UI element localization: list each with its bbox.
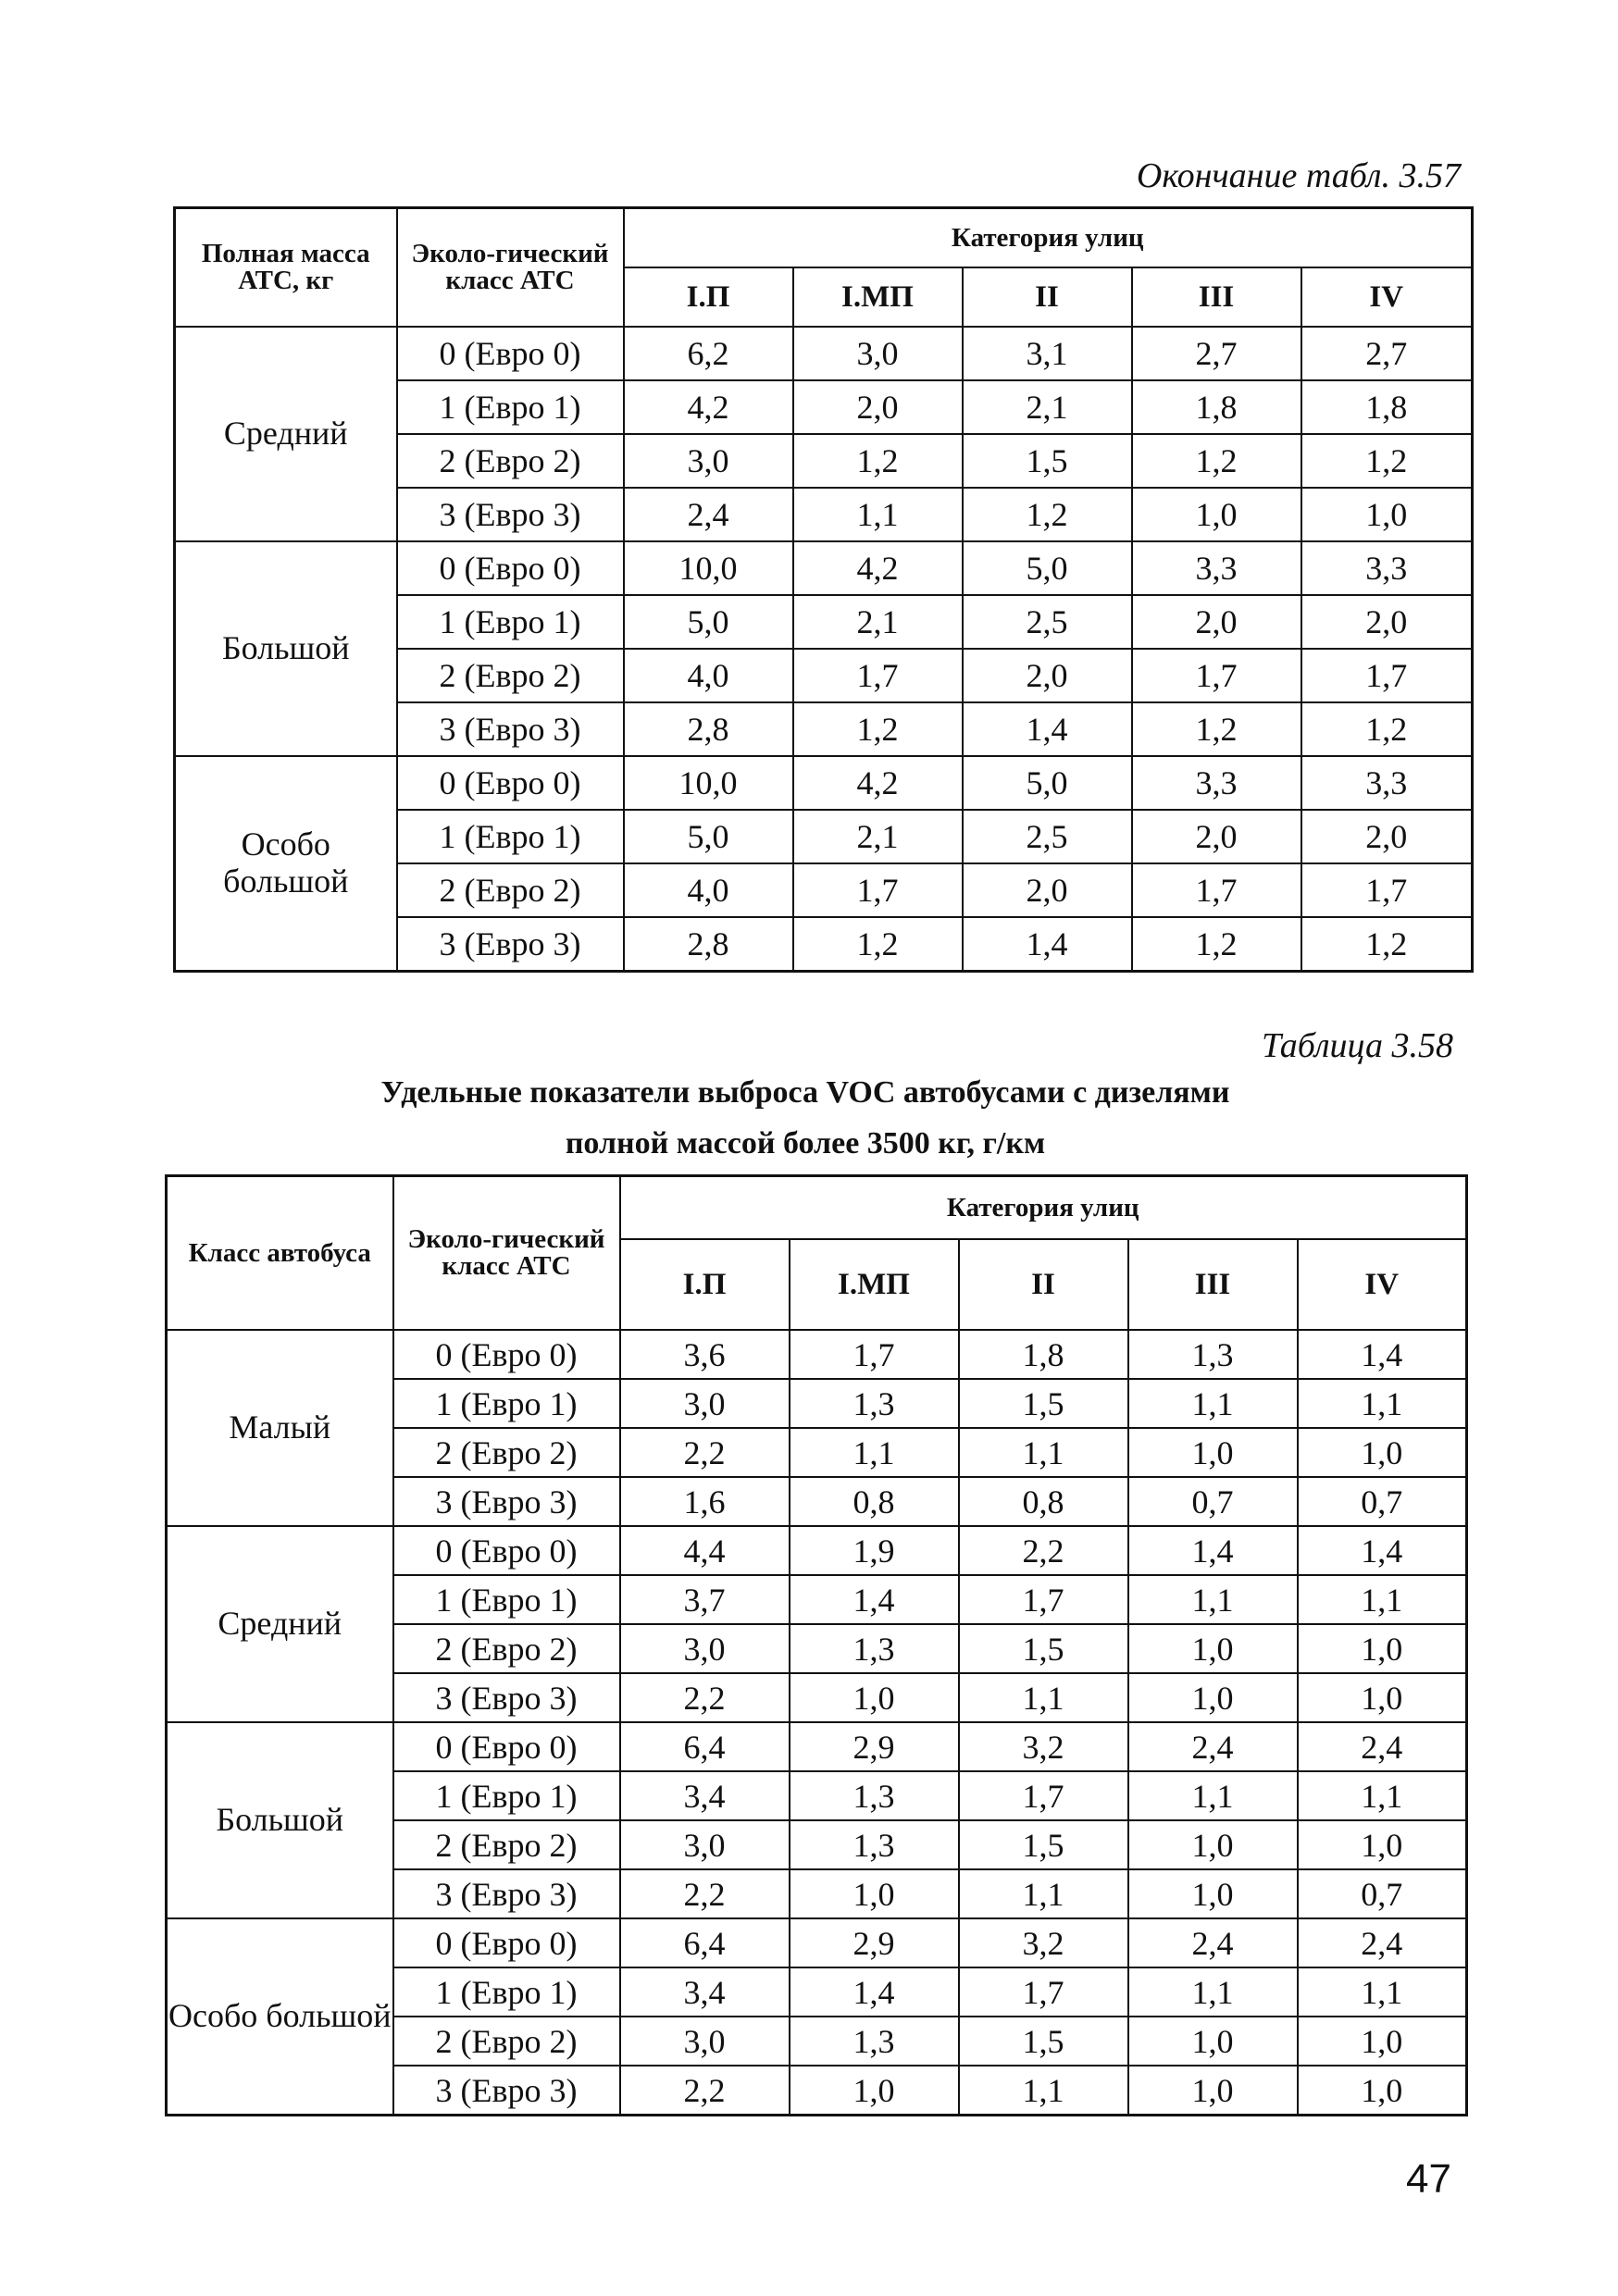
- value-cell: 2,2: [620, 1869, 790, 1918]
- value-cell: 1,0: [1301, 488, 1473, 541]
- value-cell: 2,9: [790, 1918, 959, 1967]
- value-cell: 1,0: [1298, 1428, 1467, 1477]
- table2-title-line2: полной массой более 3500 кг, г/км: [565, 1126, 1046, 1160]
- value-cell: 1,1: [959, 1869, 1128, 1918]
- eco-class-cell: 3 (Евро 3): [397, 702, 624, 756]
- value-cell: 1,2: [1132, 917, 1301, 972]
- eco-class-cell: 1 (Евро 1): [397, 595, 624, 649]
- value-cell: 3,0: [620, 1820, 790, 1869]
- value-cell: 3,2: [959, 1722, 1128, 1771]
- table1-header-eco-class: Эколо-гический класс АТС: [397, 208, 624, 328]
- group-label-cell: Большой: [175, 541, 397, 756]
- value-cell: 10,0: [624, 756, 793, 810]
- value-cell: 1,7: [1301, 863, 1473, 917]
- eco-class-cell: 0 (Евро 0): [397, 327, 624, 380]
- group-label-cell: Средний: [167, 1526, 393, 1722]
- value-cell: 1,7: [793, 649, 963, 702]
- value-cell: 5,0: [963, 756, 1132, 810]
- value-cell: 1,2: [1132, 434, 1301, 488]
- value-cell: 1,4: [790, 1967, 959, 2017]
- value-cell: 1,2: [1132, 702, 1301, 756]
- value-cell: 1,3: [790, 2017, 959, 2066]
- value-cell: 1,2: [1301, 434, 1473, 488]
- table-row: [167, 1722, 1467, 1771]
- value-cell: 1,1: [959, 2066, 1128, 2116]
- table1: [173, 206, 1474, 973]
- value-cell: 1,7: [793, 863, 963, 917]
- table1-caption: Окончание табл. 3.57: [1136, 156, 1461, 195]
- value-cell: 1,3: [790, 1820, 959, 1869]
- value-cell: 1,7: [1132, 649, 1301, 702]
- value-cell: 6,2: [624, 327, 793, 380]
- value-cell: 2,2: [620, 1673, 790, 1722]
- value-cell: 2,0: [1301, 595, 1473, 649]
- value-cell: 1,1: [1128, 1575, 1298, 1624]
- value-cell: 1,0: [1298, 1820, 1467, 1869]
- value-cell: 0,7: [1128, 1477, 1298, 1526]
- table1-header-mass: Полная масса АТС, кг: [175, 208, 397, 328]
- value-cell: 1,1: [1298, 1771, 1467, 1820]
- value-cell: 2,2: [620, 2066, 790, 2116]
- value-cell: 1,5: [959, 2017, 1128, 2066]
- value-cell: 4,2: [624, 380, 793, 434]
- eco-class-cell: 2 (Евро 2): [397, 863, 624, 917]
- value-cell: 4,0: [624, 863, 793, 917]
- table2-col-header: II: [959, 1239, 1128, 1330]
- value-cell: 1,8: [1301, 380, 1473, 434]
- table1-body: [175, 327, 1473, 972]
- value-cell: 2,4: [1298, 1918, 1467, 1967]
- value-cell: 1,5: [959, 1379, 1128, 1428]
- table-row: [167, 1526, 1467, 1575]
- value-cell: 4,2: [793, 756, 963, 810]
- value-cell: 1,2: [793, 917, 963, 972]
- value-cell: 3,3: [1132, 756, 1301, 810]
- value-cell: 4,2: [793, 541, 963, 595]
- value-cell: 1,0: [1132, 488, 1301, 541]
- value-cell: 2,7: [1132, 327, 1301, 380]
- value-cell: 1,1: [790, 1428, 959, 1477]
- value-cell: 1,2: [793, 702, 963, 756]
- table2-header-bus-class: Класс автобуса: [167, 1176, 393, 1331]
- value-cell: 0,7: [1298, 1477, 1467, 1526]
- value-cell: 0,7: [1298, 1869, 1467, 1918]
- table1-col-header: II: [963, 267, 1132, 327]
- value-cell: 1,8: [959, 1330, 1128, 1379]
- table2-col-header: III: [1128, 1239, 1298, 1330]
- value-cell: 1,0: [1128, 1428, 1298, 1477]
- value-cell: 1,0: [1298, 1624, 1467, 1673]
- value-cell: 2,0: [963, 649, 1132, 702]
- value-cell: 1,7: [959, 1771, 1128, 1820]
- value-cell: 6,4: [620, 1918, 790, 1967]
- group-label-cell: Малый: [167, 1330, 393, 1526]
- table1-header-street-category: Категория улиц: [624, 208, 1473, 268]
- eco-class-cell: 1 (Евро 1): [397, 380, 624, 434]
- value-cell: 5,0: [963, 541, 1132, 595]
- value-cell: 2,4: [624, 488, 793, 541]
- value-cell: 1,4: [963, 702, 1132, 756]
- eco-class-cell: 2 (Евро 2): [397, 649, 624, 702]
- value-cell: 1,0: [1128, 2066, 1298, 2116]
- value-cell: 3,2: [959, 1918, 1128, 1967]
- value-cell: 1,2: [1301, 702, 1473, 756]
- table-row: [167, 1330, 1467, 1379]
- value-cell: 3,3: [1132, 541, 1301, 595]
- eco-class-cell: 1 (Евро 1): [393, 1771, 620, 1820]
- value-cell: 1,3: [790, 1379, 959, 1428]
- value-cell: 1,2: [793, 434, 963, 488]
- table-row: [175, 756, 1473, 810]
- value-cell: 1,1: [1298, 1967, 1467, 2017]
- group-label-cell: Особо большой: [167, 1918, 393, 2116]
- value-cell: 1,1: [959, 1428, 1128, 1477]
- eco-class-cell: 2 (Евро 2): [393, 2017, 620, 2066]
- value-cell: 4,4: [620, 1526, 790, 1575]
- value-cell: 2,8: [624, 917, 793, 972]
- eco-class-cell: 3 (Евро 3): [393, 1869, 620, 1918]
- value-cell: 1,5: [959, 1624, 1128, 1673]
- value-cell: 1,1: [1298, 1575, 1467, 1624]
- group-label-cell: Средний: [175, 327, 397, 541]
- value-cell: 1,2: [963, 488, 1132, 541]
- value-cell: 1,4: [963, 917, 1132, 972]
- value-cell: 1,0: [790, 1673, 959, 1722]
- value-cell: 3,0: [624, 434, 793, 488]
- table1-col-header: I.П: [624, 267, 793, 327]
- table2-header-street-category: Категория улиц: [620, 1176, 1467, 1240]
- value-cell: 2,7: [1301, 327, 1473, 380]
- eco-class-cell: 2 (Евро 2): [393, 1820, 620, 1869]
- value-cell: 6,4: [620, 1722, 790, 1771]
- table2: [165, 1174, 1468, 2116]
- eco-class-cell: 1 (Евро 1): [397, 810, 624, 863]
- value-cell: 1,0: [790, 2066, 959, 2116]
- eco-class-cell: 3 (Евро 3): [397, 917, 624, 972]
- table1-col-header: III: [1132, 267, 1301, 327]
- value-cell: 1,0: [1298, 2066, 1467, 2116]
- table2-col-header: I.МП: [790, 1239, 959, 1330]
- eco-class-cell: 3 (Евро 3): [397, 488, 624, 541]
- value-cell: 3,0: [620, 1624, 790, 1673]
- value-cell: 2,0: [793, 380, 963, 434]
- value-cell: 0,8: [790, 1477, 959, 1526]
- value-cell: 2,0: [1301, 810, 1473, 863]
- value-cell: 1,9: [790, 1526, 959, 1575]
- group-label-cell: Большой: [167, 1722, 393, 1918]
- value-cell: 1,1: [1128, 1771, 1298, 1820]
- eco-class-cell: 3 (Евро 3): [393, 2066, 620, 2116]
- value-cell: 1,4: [790, 1575, 959, 1624]
- value-cell: 1,3: [1128, 1330, 1298, 1379]
- value-cell: 1,1: [1298, 1379, 1467, 1428]
- value-cell: 3,4: [620, 1771, 790, 1820]
- eco-class-cell: 0 (Евро 0): [397, 541, 624, 595]
- table1-col-header: IV: [1301, 267, 1473, 327]
- value-cell: 1,0: [790, 1869, 959, 1918]
- eco-class-cell: 2 (Евро 2): [397, 434, 624, 488]
- value-cell: 1,3: [790, 1771, 959, 1820]
- value-cell: 1,0: [1128, 1820, 1298, 1869]
- value-cell: 1,5: [963, 434, 1132, 488]
- value-cell: 2,0: [1132, 595, 1301, 649]
- value-cell: 2,5: [963, 810, 1132, 863]
- value-cell: 10,0: [624, 541, 793, 595]
- value-cell: 2,1: [963, 380, 1132, 434]
- table1-col-header: I.МП: [793, 267, 963, 327]
- value-cell: 1,7: [959, 1575, 1128, 1624]
- value-cell: 2,0: [963, 863, 1132, 917]
- eco-class-cell: 1 (Евро 1): [393, 1575, 620, 1624]
- value-cell: 1,8: [1132, 380, 1301, 434]
- value-cell: 1,0: [1298, 1673, 1467, 1722]
- value-cell: 1,4: [1128, 1526, 1298, 1575]
- eco-class-cell: 1 (Евро 1): [393, 1379, 620, 1428]
- value-cell: 3,1: [963, 327, 1132, 380]
- value-cell: 5,0: [624, 595, 793, 649]
- table-row: [175, 541, 1473, 595]
- value-cell: 1,7: [959, 1967, 1128, 2017]
- eco-class-cell: 0 (Евро 0): [393, 1330, 620, 1379]
- value-cell: 1,0: [1298, 2017, 1467, 2066]
- value-cell: 2,4: [1128, 1918, 1298, 1967]
- value-cell: 2,9: [790, 1722, 959, 1771]
- value-cell: 4,0: [624, 649, 793, 702]
- eco-class-cell: 2 (Евро 2): [393, 1624, 620, 1673]
- eco-class-cell: 0 (Евро 0): [393, 1722, 620, 1771]
- table2-caption: Таблица 3.58: [1262, 1026, 1453, 1065]
- value-cell: 1,1: [1128, 1967, 1298, 2017]
- value-cell: 2,1: [793, 810, 963, 863]
- eco-class-cell: 0 (Евро 0): [393, 1918, 620, 1967]
- value-cell: 3,4: [620, 1967, 790, 2017]
- table-row: [175, 327, 1473, 380]
- eco-class-cell: 3 (Евро 3): [393, 1477, 620, 1526]
- value-cell: 3,0: [620, 2017, 790, 2066]
- value-cell: 1,0: [1128, 1869, 1298, 1918]
- value-cell: 2,1: [793, 595, 963, 649]
- eco-class-cell: 1 (Евро 1): [393, 1967, 620, 2017]
- value-cell: 1,0: [1128, 2017, 1298, 2066]
- table2-title-line1: Удельные показатели выброса VOC автобусами с дизелями: [380, 1075, 1230, 1110]
- value-cell: 3,3: [1301, 756, 1473, 810]
- table2-header-eco-class: Эколо-гический класс АТС: [393, 1176, 620, 1331]
- eco-class-cell: 0 (Евро 0): [393, 1526, 620, 1575]
- eco-class-cell: 3 (Евро 3): [393, 1673, 620, 1722]
- value-cell: 2,4: [1298, 1722, 1467, 1771]
- value-cell: 2,5: [963, 595, 1132, 649]
- value-cell: 2,4: [1128, 1722, 1298, 1771]
- value-cell: 3,0: [793, 327, 963, 380]
- value-cell: 1,7: [1132, 863, 1301, 917]
- value-cell: 1,1: [793, 488, 963, 541]
- table2-body: [167, 1330, 1467, 2116]
- value-cell: 1,5: [959, 1820, 1128, 1869]
- value-cell: 2,0: [1132, 810, 1301, 863]
- table2-col-header: I.П: [620, 1239, 790, 1330]
- value-cell: 1,0: [1128, 1624, 1298, 1673]
- value-cell: 1,6: [620, 1477, 790, 1526]
- value-cell: 2,2: [620, 1428, 790, 1477]
- table-row: [167, 1918, 1467, 1967]
- value-cell: 1,0: [1128, 1673, 1298, 1722]
- value-cell: 1,4: [1298, 1330, 1467, 1379]
- value-cell: 2,8: [624, 702, 793, 756]
- value-cell: 1,4: [1298, 1526, 1467, 1575]
- value-cell: 3,7: [620, 1575, 790, 1624]
- value-cell: 1,3: [790, 1624, 959, 1673]
- eco-class-cell: 2 (Евро 2): [393, 1428, 620, 1477]
- value-cell: 3,6: [620, 1330, 790, 1379]
- value-cell: 1,7: [1301, 649, 1473, 702]
- group-label-cell: Особо большой: [175, 756, 397, 972]
- value-cell: 1,1: [959, 1673, 1128, 1722]
- value-cell: 1,1: [1128, 1379, 1298, 1428]
- value-cell: 2,2: [959, 1526, 1128, 1575]
- value-cell: 3,0: [620, 1379, 790, 1428]
- eco-class-cell: 0 (Евро 0): [397, 756, 624, 810]
- value-cell: 0,8: [959, 1477, 1128, 1526]
- value-cell: 5,0: [624, 810, 793, 863]
- value-cell: 1,2: [1301, 917, 1473, 972]
- value-cell: 3,3: [1301, 541, 1473, 595]
- table2-col-header: IV: [1298, 1239, 1467, 1330]
- value-cell: 1,7: [790, 1330, 959, 1379]
- page-number: 47: [1406, 2156, 1451, 2202]
